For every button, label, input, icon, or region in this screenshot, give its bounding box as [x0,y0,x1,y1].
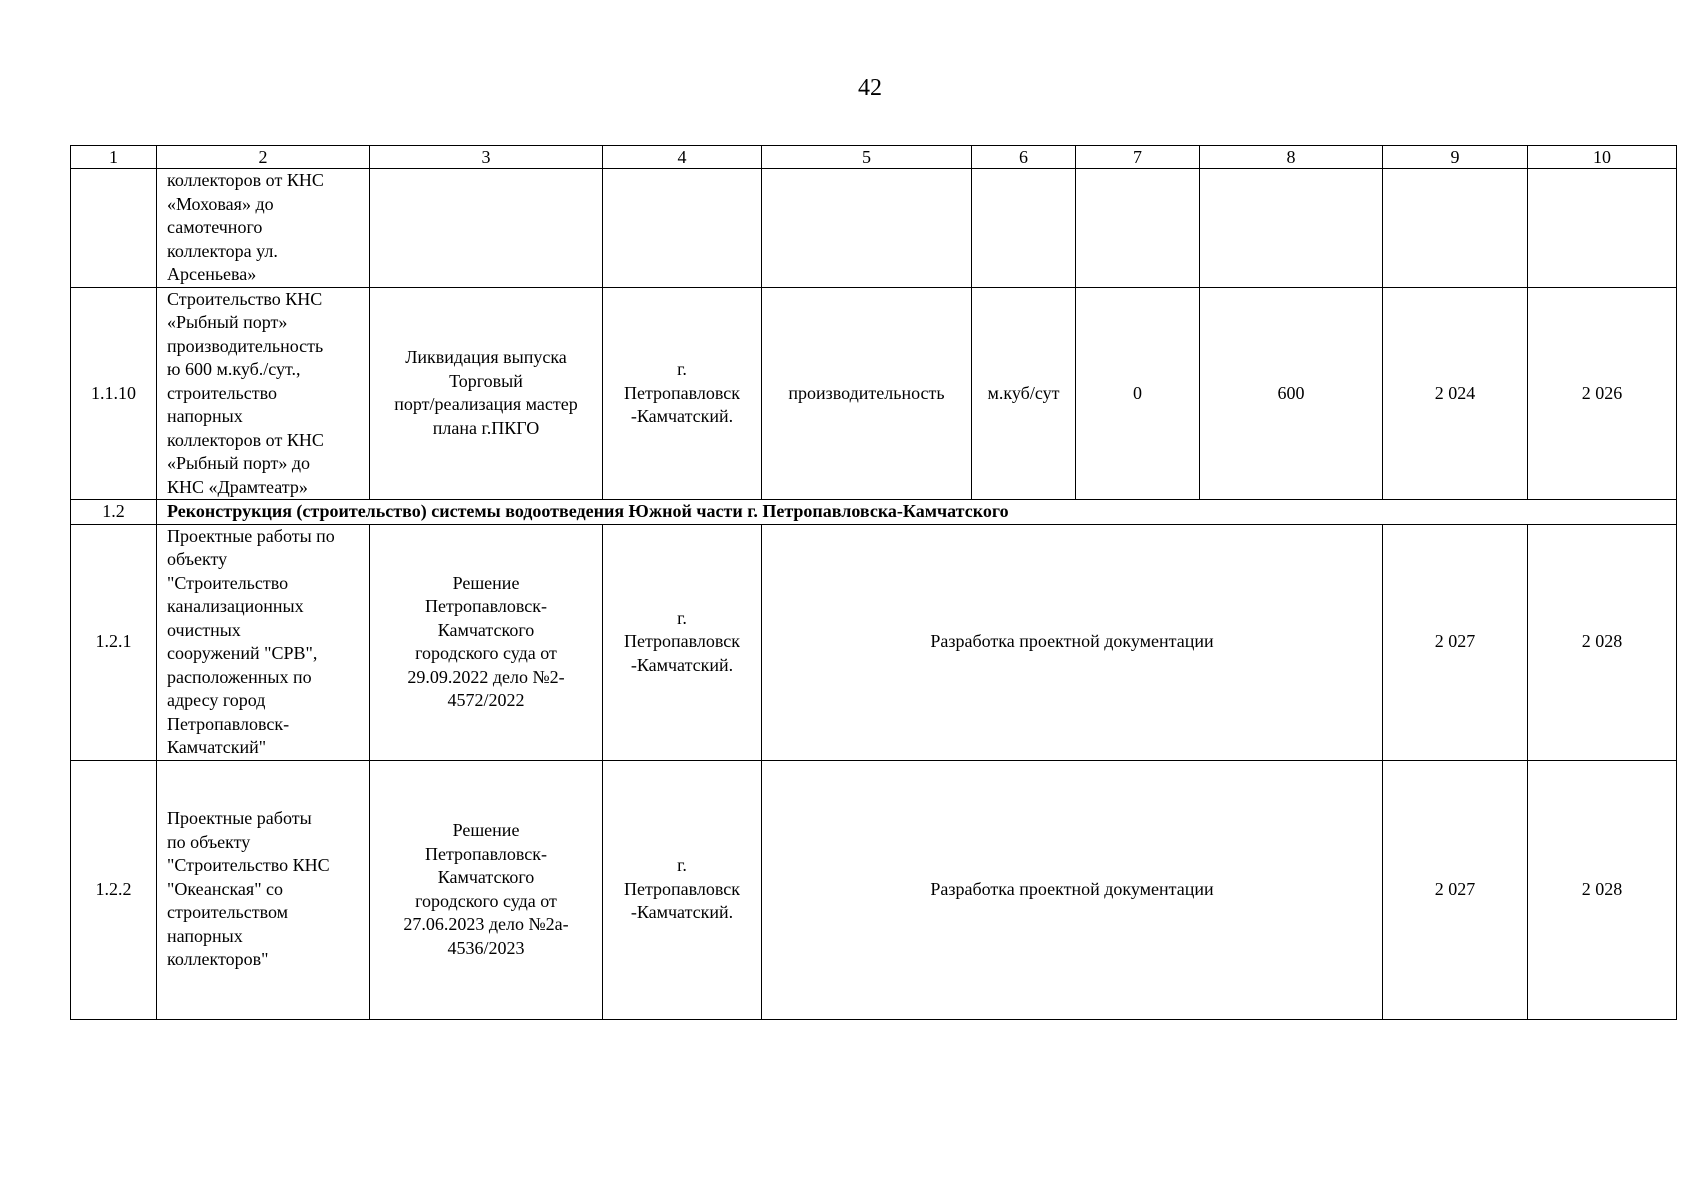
num-cell: 1.2.1 [71,524,157,760]
section-title-cell: Реконструкция (строительство) системы водоотведения Южной части г. Петропавловска-Камчатского [157,500,1677,525]
num-cell: 1.2.2 [71,760,157,1019]
name-cell: Строительство КНС «Рыбный порт» производительность ю 600 м.куб./сут., строительство напорных коллекторов от КНС «Рыбный порт» до КНС «Драмтеатр» [157,287,370,500]
header-cell: 10 [1528,146,1677,169]
project-table [70,145,1677,1020]
value-after-cell: 600 [1200,287,1383,500]
unit-cell: м.куб/сут [972,287,1076,500]
merged-description-cell: Разработка проектной документации [762,760,1383,1019]
num-cell: 1.1.10 [71,287,157,500]
header-cell: 1 [71,146,157,169]
basis-cell: Решение Петропавловск- Камчатского городского суда от 29.09.2022 дело №2- 4572/2022 [370,524,603,760]
unit-cell [972,169,1076,288]
num-cell [71,169,157,288]
header-cell: 5 [762,146,972,169]
value-before-cell [1076,169,1200,288]
value-after-cell [1200,169,1383,288]
table-row-1-2-2 [71,760,1677,1019]
section-row-1-2 [71,500,1677,525]
year-start-cell [1383,169,1528,288]
table-row-continuation [71,169,1677,288]
value-before-cell: 0 [1076,287,1200,500]
year-start-cell: 2 027 [1383,524,1528,760]
year-end-cell: 2 028 [1528,524,1677,760]
header-cell: 8 [1200,146,1383,169]
indicator-cell: производительность [762,287,972,500]
table-row-1-1-10 [71,287,1677,500]
table-row-1-2-1 [71,524,1677,760]
section-num-cell: 1.2 [71,500,157,525]
year-end-cell: 2 028 [1528,760,1677,1019]
basis-cell: Ликвидация выпуска Торговый порт/реализация мастер плана г.ПКГО [370,287,603,500]
location-cell [603,169,762,288]
location-cell: г. Петропавловск -Камчатский. [603,287,762,500]
page-number: 42 [858,75,882,101]
indicator-cell [762,169,972,288]
header-cell: 4 [603,146,762,169]
name-cell: коллекторов от КНС «Моховая» до самотечного коллектора ул. Арсеньева» [157,169,370,288]
header-cell: 3 [370,146,603,169]
name-cell: Проектные работы по объекту "Строительство КНС "Океанская" со строительством напорных коллекторов" [157,760,370,1019]
header-cell: 2 [157,146,370,169]
merged-description-cell: Разработка проектной документации [762,524,1383,760]
header-row [71,146,1677,169]
header-cell: 6 [972,146,1076,169]
basis-cell [370,169,603,288]
location-cell: г. Петропавловск -Камчатский. [603,760,762,1019]
header-cell: 9 [1383,146,1528,169]
year-end-cell [1528,169,1677,288]
year-start-cell: 2 024 [1383,287,1528,500]
location-cell: г. Петропавловск -Камчатский. [603,524,762,760]
header-cell: 7 [1076,146,1200,169]
year-end-cell: 2 026 [1528,287,1677,500]
basis-cell: Решение Петропавловск- Камчатского городского суда от 27.06.2023 дело №2а- 4536/2023 [370,760,603,1019]
year-start-cell: 2 027 [1383,760,1528,1019]
name-cell: Проектные работы по объекту "Строительство канализационных очистных сооружений "СРВ", расположенных по адресу город Петропавловск- Камчатский" [157,524,370,760]
